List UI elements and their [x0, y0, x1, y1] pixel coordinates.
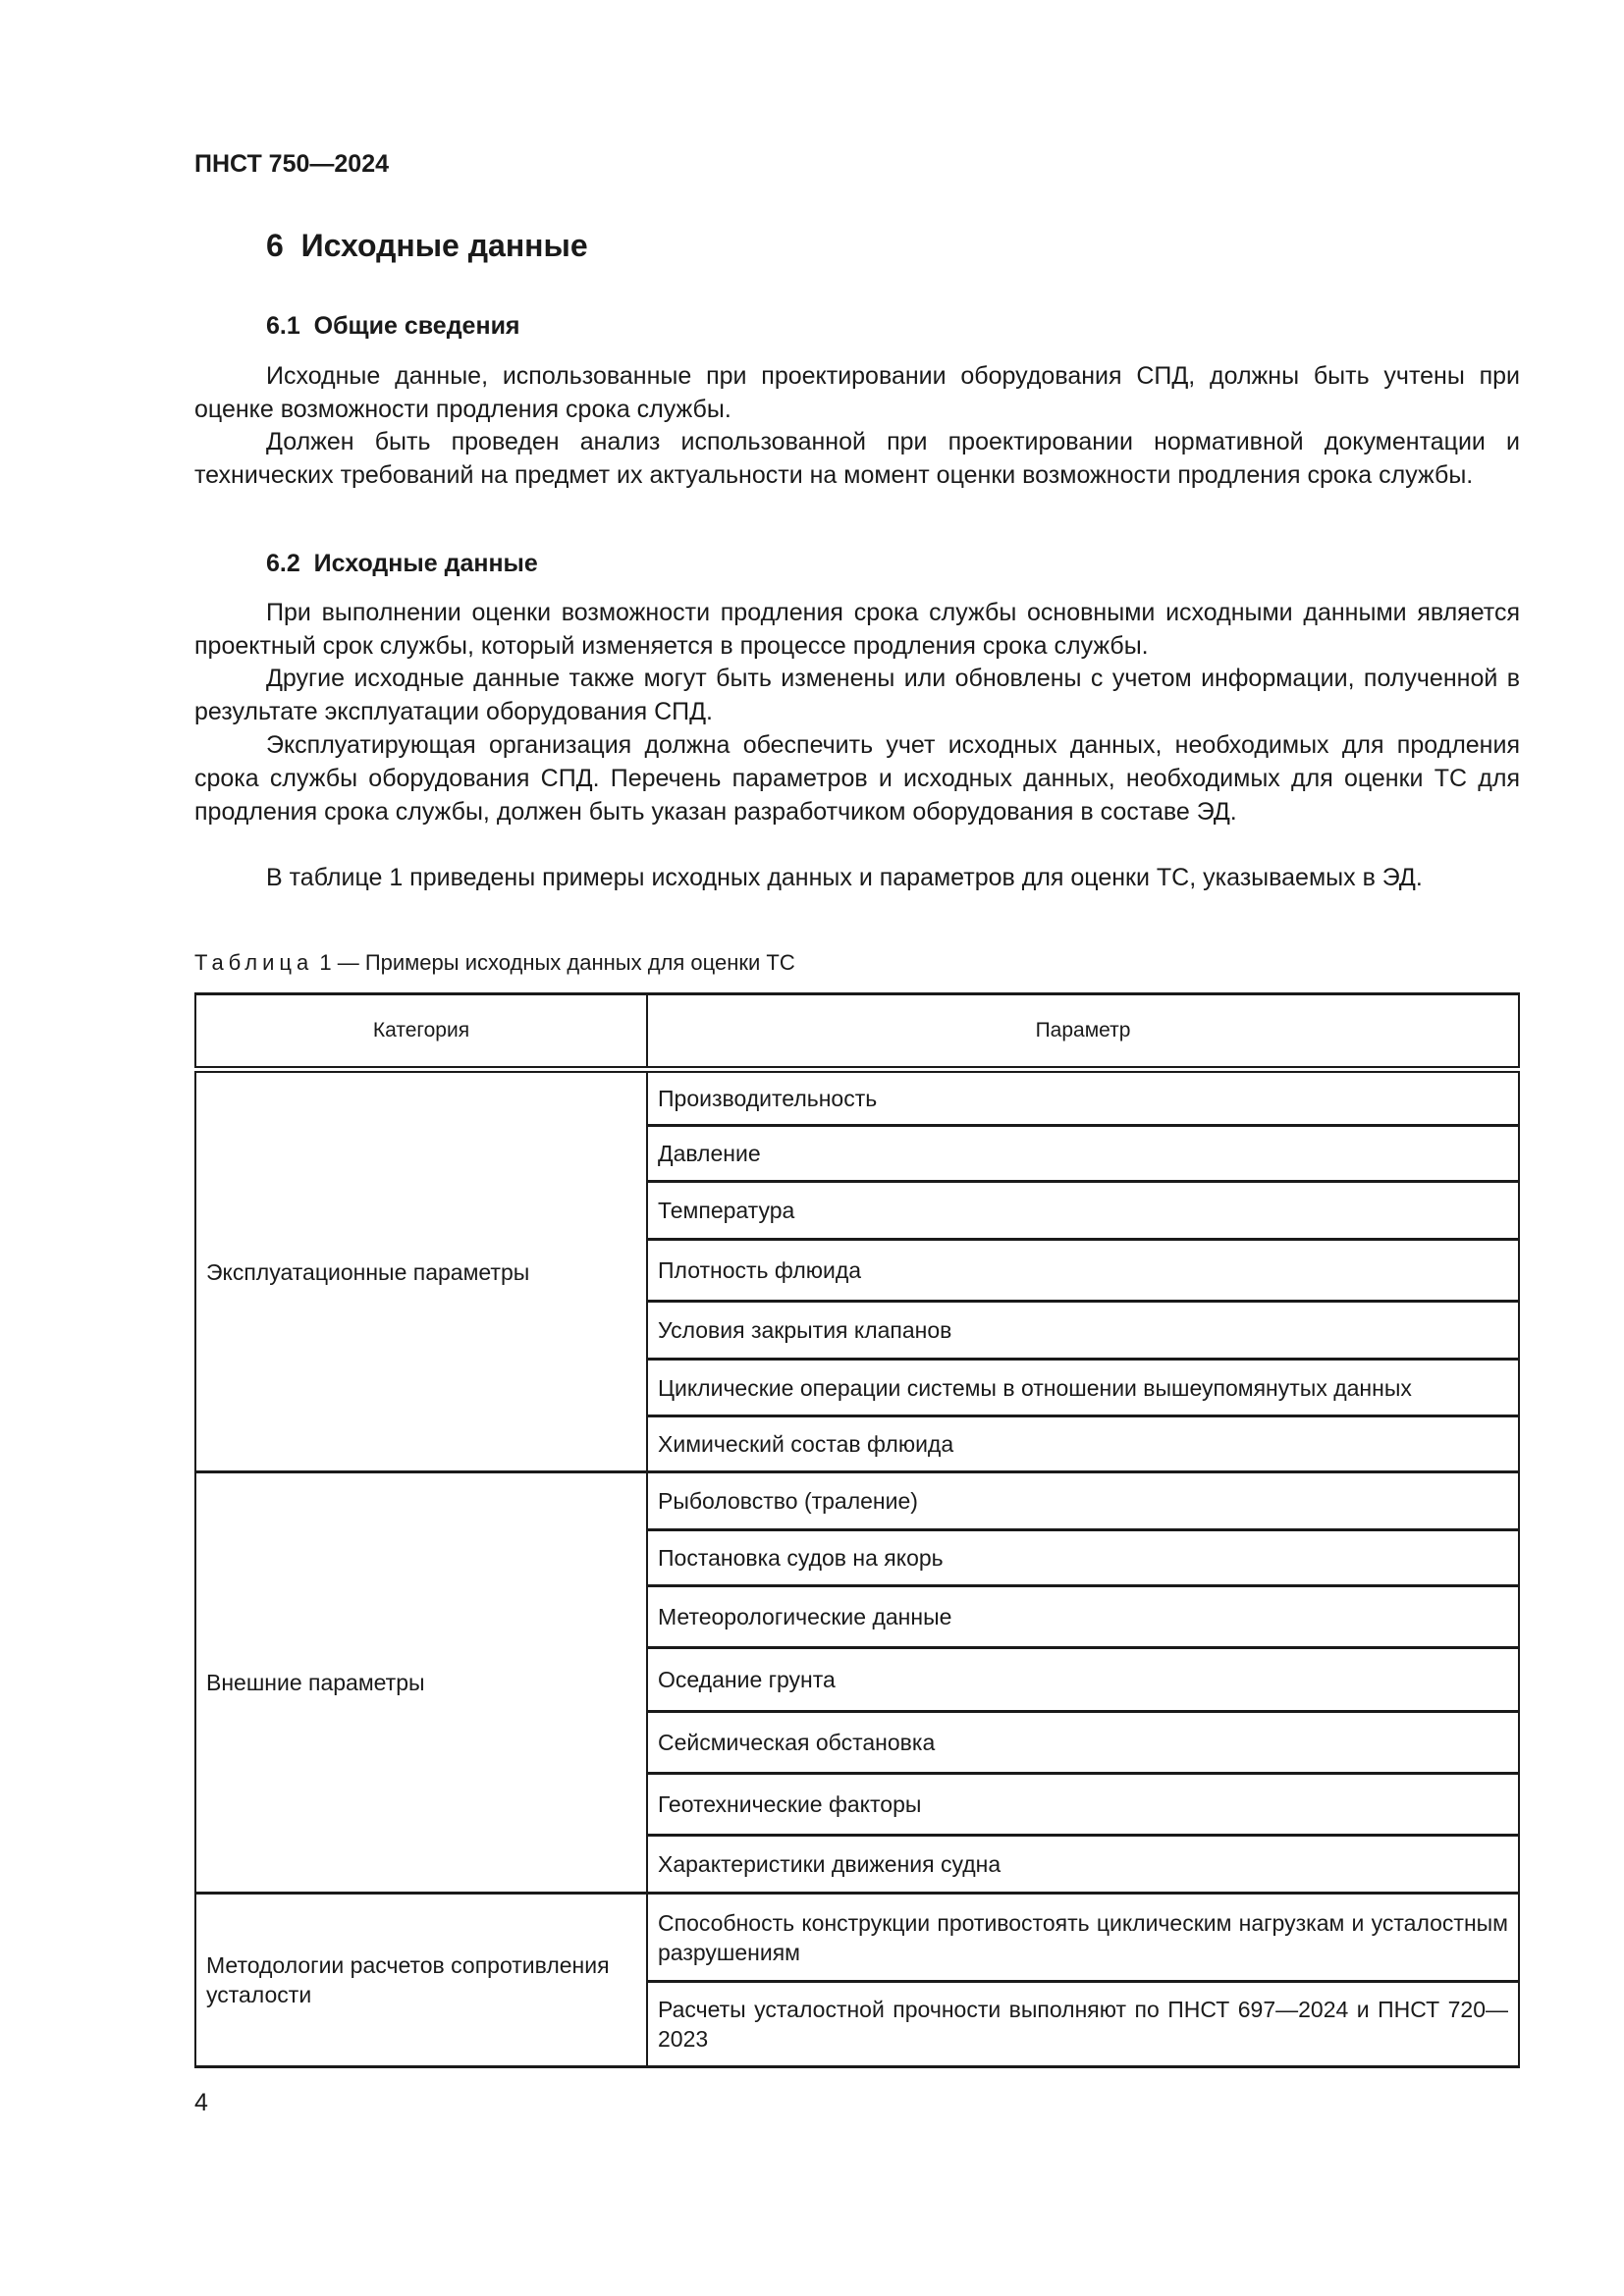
parameter-cell: Химический состав флюида: [647, 1416, 1519, 1472]
subsection-title-6-1: 6.1 Общие сведения: [266, 312, 520, 340]
column-header-parameter: Параметр: [647, 994, 1519, 1070]
parameter-cell: Характеристики движения судна: [647, 1836, 1519, 1894]
parameter-cell: Расчеты усталостной прочности выполняют по ПНСТ 697—2024 и ПНСТ 720—2023: [647, 1982, 1519, 2067]
parameter-cell: Давление: [647, 1126, 1519, 1182]
paragraph: Эксплуатирующая организация должна обеспечить учет исходных данных, необходимых для продления срока службы оборудования СПД. Перечень параметров и исходных данных, необходимых для оценки ТС для продления срока службы, должен быть указан разработчиком оборудования в составе ЭД.: [194, 731, 1520, 826]
parameter-cell: Условия закрытия клапанов: [647, 1302, 1519, 1360]
parameter-cell: Циклические операции системы в отношении вышеупомянутых данных: [647, 1360, 1519, 1416]
parameter-cell: Постановка судов на якорь: [647, 1530, 1519, 1586]
table-row: [195, 1070, 1519, 1126]
section-title: 6 Исходные данные: [266, 228, 588, 263]
category-cell: Эксплуатационные параметры: [195, 1070, 647, 1472]
paragraph: В таблице 1 приведены примеры исходных данных и параметров для оценки ТС, указываемых в ЭД.: [266, 864, 1423, 891]
paragraph: Исходные данные, использованные при проектировании оборудования СПД, должны быть учтены при оценке возможности продления срока службы.: [194, 362, 1520, 423]
category-cell: Внешние параметры: [195, 1472, 647, 1894]
category-cell: Методологии расчетов сопротивления усталости: [195, 1894, 647, 2067]
parameter-cell: Температура: [647, 1182, 1519, 1240]
parameter-cell: Рыболовство (траление): [647, 1472, 1519, 1530]
parameter-cell: Сейсмическая обстановка: [647, 1712, 1519, 1774]
paragraph: При выполнении оценки возможности продления срока службы основными исходными данными является проектный срок службы, который изменяется в процессе продления срока службы.: [194, 599, 1520, 660]
subsection-title-6-2: 6.2 Исходные данные: [266, 550, 538, 577]
parameter-cell: Геотехнические факторы: [647, 1774, 1519, 1836]
table-row: [195, 1472, 1519, 1530]
table-caption: [194, 950, 795, 976]
parameter-cell: Производительность: [647, 1070, 1519, 1126]
column-header-category: Категория: [195, 994, 647, 1070]
caption-text: 1 — Примеры исходных данных для оценки ТС: [313, 950, 795, 975]
caption-label: Таблица: [194, 950, 314, 975]
table-row: [195, 1894, 1519, 1982]
parameter-cell: Оседание грунта: [647, 1648, 1519, 1712]
paragraph: Должен быть проведен анализ использованной при проектировании нормативной документации и технических требований на предмет их актуальности на момент оценки возможности продления срока службы.: [194, 428, 1520, 489]
data-table: [194, 992, 1520, 2068]
parameter-cell: Плотность флюида: [647, 1240, 1519, 1302]
document-code: ПНСТ 750—2024: [194, 150, 389, 178]
paragraph: Другие исходные данные также могут быть изменены или обновлены с учетом информации, полученной в результате эксплуатации оборудования СПД.: [194, 665, 1520, 725]
page-number: 4: [194, 2089, 208, 2116]
parameter-cell: Способность конструкции противостоять циклическим нагрузкам и усталостным разрушениям: [647, 1894, 1519, 1982]
parameter-cell: Метеорологические данные: [647, 1586, 1519, 1648]
